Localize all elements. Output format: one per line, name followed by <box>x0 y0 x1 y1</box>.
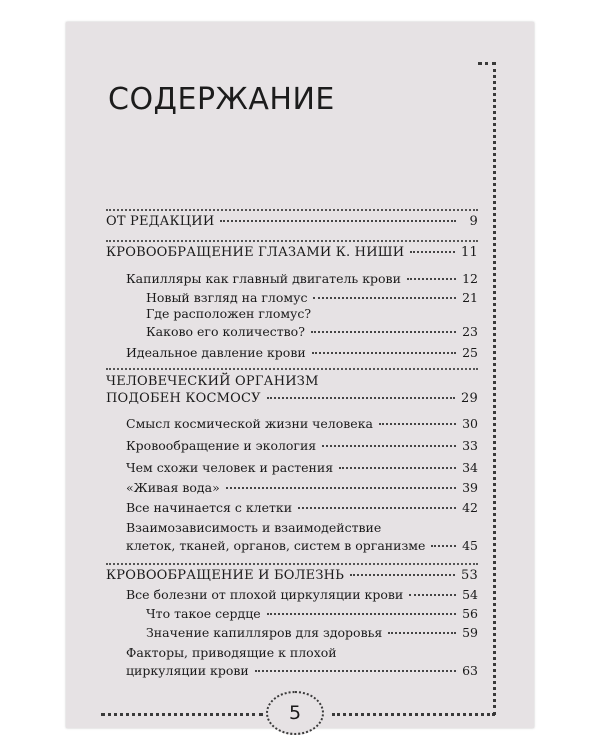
dot-leader <box>350 574 455 576</box>
toc-entry-capillaries-health[interactable] <box>146 625 478 640</box>
toc-entry-page: 53 <box>461 568 478 583</box>
toc-entry-ecology[interactable] <box>126 438 478 453</box>
dot-leader <box>312 352 456 354</box>
toc-entry-label: Каково его количество? <box>146 324 305 339</box>
toc-entry-label: Новый взгляд на гломус <box>146 290 308 305</box>
toc-entry-label: Идеальное давление крови <box>126 345 306 360</box>
toc-chapter-cosmos[interactable] <box>106 391 478 406</box>
toc-entry-label: Значение капилляров для здоровья <box>146 625 383 640</box>
toc-entry-label: циркуляции крови <box>126 663 249 678</box>
toc-chapter-cosmos-line1[interactable]: ЧЕЛОВЕЧЕСКИЙ ОРГАНИЗМ <box>106 374 319 389</box>
toc-entry-page: 29 <box>461 391 478 406</box>
toc-entry-page: 11 <box>461 245 478 260</box>
dot-leader <box>410 251 455 253</box>
toc-entry-label: ОТ РЕДАКЦИИ <box>106 214 215 229</box>
toc-entry-label: «Живая вода» <box>126 480 220 495</box>
toc-entry-page: 12 <box>462 271 478 286</box>
toc-entry-cell[interactable] <box>126 500 478 515</box>
toc-entry-ideal-pressure[interactable] <box>126 345 478 360</box>
dot-leader <box>379 423 456 425</box>
toc-entry-page: 45 <box>462 538 478 553</box>
dot-leader <box>322 445 456 447</box>
dot-leader <box>311 331 456 333</box>
toc-entry-capillaries[interactable] <box>126 271 478 286</box>
dot-leader <box>220 220 456 222</box>
toc-entry-heart[interactable] <box>146 606 478 621</box>
dot-leader <box>388 632 456 634</box>
toc-entry-page: 54 <box>462 587 478 602</box>
toc-entry-label: Кровообращение и экология <box>126 438 317 453</box>
dot-leader <box>267 397 455 399</box>
section-divider <box>106 368 478 370</box>
toc-entry-page: 23 <box>462 324 478 339</box>
dot-leader <box>226 487 456 489</box>
toc-entry-page: 21 <box>462 290 478 305</box>
toc-entry-page: 42 <box>462 500 478 515</box>
toc-entry-cosmic-meaning[interactable] <box>126 416 478 431</box>
page-number-badge: 5 <box>266 691 324 735</box>
toc-entry-page: 33 <box>462 438 478 453</box>
toc-entry-poor-circulation[interactable] <box>126 587 478 602</box>
toc-entry-page: 39 <box>462 480 478 495</box>
toc-entry-interdependence[interactable] <box>126 538 478 553</box>
toc-entry-label: КРОВООБРАЩЕНИЕ ГЛАЗАМИ К. НИШИ <box>106 245 405 260</box>
dot-leader <box>407 278 456 280</box>
toc-entry-page: 56 <box>462 606 478 621</box>
section-divider <box>106 563 478 565</box>
toc-entry-label: КРОВООБРАЩЕНИЕ И БОЛЕЗНЬ <box>106 568 345 583</box>
dot-leader <box>339 467 456 469</box>
toc-entry-glomus-new-look[interactable] <box>146 290 478 305</box>
toc-entry-page: 63 <box>462 663 478 678</box>
toc-entry-page: 25 <box>462 345 478 360</box>
toc-entry-label: ПОДОБЕН КОСМОСУ <box>106 391 261 406</box>
toc-entry-page: 34 <box>462 460 478 475</box>
toc-entry-plants[interactable] <box>126 460 478 475</box>
dot-leader <box>409 594 456 596</box>
dot-leader <box>267 613 456 615</box>
dot-leader <box>313 297 456 299</box>
toc-entry-page: 9 <box>469 214 478 229</box>
toc-entry-living-water[interactable] <box>126 480 478 495</box>
toc-entry-glomus-location[interactable]: Где расположен гломус? <box>146 306 312 321</box>
toc-entry-factors[interactable] <box>126 663 478 678</box>
toc-chapter-circulation-nishi[interactable] <box>106 245 478 260</box>
toc-entry-label: клеток, тканей, органов, систем в организме <box>126 538 426 553</box>
toc-entry-label: Все начинается с клетки <box>126 500 293 515</box>
dot-leader <box>298 507 456 509</box>
toc-entry-label: Капилляры как главный двигатель крови <box>126 271 401 286</box>
toc-entry-page: 59 <box>462 625 478 640</box>
section-divider <box>106 240 478 242</box>
toc-entry-page: 30 <box>462 416 478 431</box>
toc-chapter-disease[interactable] <box>106 568 478 583</box>
toc-entry-factors-line1[interactable]: Факторы, приводящие к плохой <box>126 645 337 660</box>
toc-entry-glomus-count[interactable] <box>146 324 478 339</box>
dot-leader <box>431 545 456 547</box>
toc-entry-interdependence-line1[interactable]: Взаимозависимость и взаимодействие <box>126 520 382 535</box>
section-divider <box>106 209 478 211</box>
toc-entry-label: Смысл космической жизни человека <box>126 416 373 431</box>
dotted-frame-bottom-right <box>332 713 495 716</box>
page-title: СОДЕРЖАНИЕ <box>108 82 335 117</box>
toc-chapter-editorial[interactable] <box>106 214 478 229</box>
dotted-frame-bottom-left <box>101 713 263 716</box>
toc-entry-label: Что такое сердце <box>146 606 261 621</box>
toc-entry-label: Все болезни от плохой циркуляции крови <box>126 587 404 602</box>
dot-leader <box>255 670 456 672</box>
dotted-frame-right <box>493 62 496 715</box>
toc-entry-label: Чем схожи человек и растения <box>126 460 334 475</box>
